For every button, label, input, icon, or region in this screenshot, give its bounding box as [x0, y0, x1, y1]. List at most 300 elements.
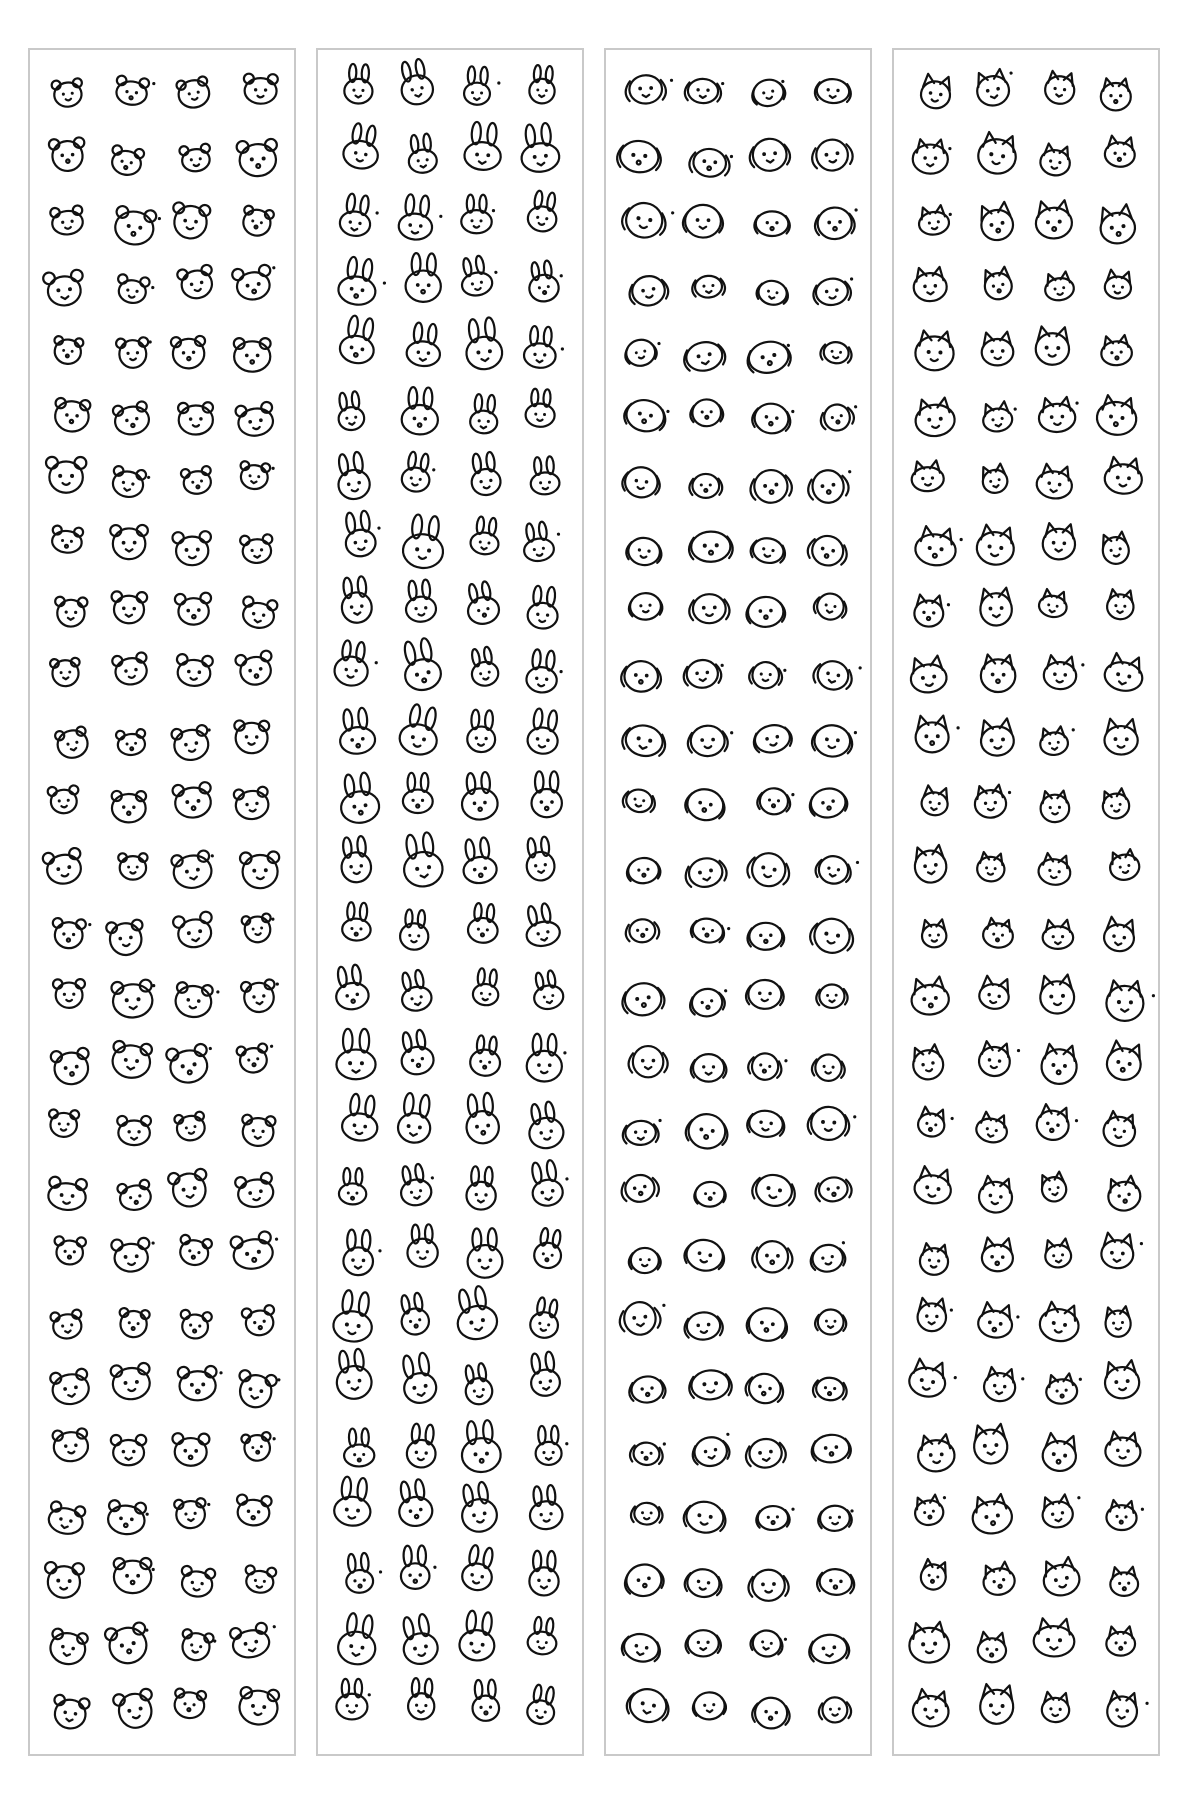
- cat-face-icon: [919, 1243, 950, 1276]
- cat-face-icon: [979, 718, 1015, 757]
- bunny-face-icon: [527, 1034, 567, 1082]
- bunny-face-icon: [344, 64, 373, 104]
- cat-face-icon: [919, 73, 953, 110]
- bunny-face-icon: [469, 394, 498, 434]
- puppy-face-icon: [621, 465, 662, 499]
- bear-face-icon: [230, 1229, 283, 1271]
- cat-face-icon: [1104, 456, 1144, 495]
- bear-face-icon: [233, 786, 270, 821]
- bunny-face-icon: [531, 771, 561, 817]
- bunny-face-icon: [527, 1351, 561, 1398]
- bear-face-icon: [50, 205, 85, 236]
- bunny-face-icon: [337, 707, 377, 756]
- bunny-face-icon: [398, 636, 444, 693]
- bunny-face-icon: [463, 316, 504, 370]
- bear-face-icon: [54, 726, 90, 761]
- cat-face-icon: [910, 1043, 945, 1081]
- puppy-face-icon: [818, 1697, 851, 1724]
- puppy-face-icon: [814, 853, 860, 887]
- bear-face-icon: [112, 652, 150, 687]
- cat-face-icon: [970, 1493, 1014, 1536]
- puppy-face-icon: [750, 1171, 798, 1209]
- cat-face-icon: [916, 1106, 955, 1140]
- bunny-face-icon: [529, 1551, 559, 1596]
- bunny-face-icon: [397, 968, 434, 1013]
- bear-face-icon: [114, 1558, 155, 1593]
- bear-face-icon: [107, 1500, 150, 1536]
- cat-face-icon: [1100, 1232, 1143, 1270]
- puppy-face-icon: [747, 1051, 789, 1083]
- cat-face-icon: [1104, 719, 1138, 755]
- bunny-face-icon: [336, 1029, 375, 1080]
- bear-face-icon: [51, 525, 84, 554]
- bear-face-icon: [179, 143, 212, 173]
- puppy-face-icon: [746, 596, 786, 628]
- bear-face-icon: [117, 1116, 151, 1145]
- cat-face-icon: [1039, 974, 1075, 1014]
- bear-face-icon: [117, 1308, 150, 1339]
- cat-face-icon: [1044, 70, 1077, 105]
- puppy-face-icon: [682, 658, 725, 689]
- cat-face-icon: [1039, 1171, 1069, 1204]
- bunny-face-icon: [405, 253, 441, 302]
- cat-face-icon: [1105, 1175, 1142, 1213]
- puppy-face-icon: [749, 535, 788, 565]
- cat-face-icon: [1104, 1306, 1131, 1338]
- bear-face-icon: [234, 1172, 276, 1210]
- puppy-face-icon: [811, 657, 862, 694]
- cat-stickers: [894, 50, 1158, 1754]
- puppy-face-icon: [811, 724, 858, 759]
- bear-face-icon: [51, 1694, 90, 1731]
- bear-face-icon: [174, 1498, 212, 1530]
- bunny-face-icon: [468, 451, 502, 497]
- puppy-face-icon: [745, 1305, 790, 1343]
- puppy-face-icon: [744, 1437, 787, 1470]
- bunny-face-icon: [398, 1351, 438, 1405]
- cat-face-icon: [982, 266, 1014, 301]
- cat-face-icon: [914, 397, 956, 438]
- bunny-face-icon: [469, 1035, 502, 1077]
- bunny-face-icon: [336, 1679, 370, 1720]
- bunny-face-icon: [344, 1552, 383, 1594]
- puppy-face-icon: [685, 1630, 720, 1656]
- cat-face-icon: [1104, 269, 1133, 300]
- bunny-face-icon: [332, 1289, 377, 1344]
- cat-face-icon: [1034, 1103, 1080, 1144]
- puppy-face-icon: [683, 786, 728, 824]
- cat-face-icon: [913, 139, 952, 174]
- bear-face-icon: [172, 911, 216, 950]
- bunny-face-icon: [396, 1092, 434, 1144]
- puppy-face-icon: [683, 1567, 723, 1599]
- bear-face-icon: [165, 1042, 216, 1085]
- bear-face-icon: [235, 401, 276, 438]
- bunny-face-icon: [528, 1296, 562, 1340]
- cat-face-icon: [1038, 725, 1077, 757]
- bunny-face-icon: [337, 771, 381, 825]
- puppy-face-icon: [749, 1628, 788, 1659]
- sticker-sheet-bunnies: [316, 48, 584, 1756]
- bunny-face-icon: [530, 969, 566, 1011]
- puppy-face-icon: [620, 981, 666, 1018]
- puppy-face-icon: [814, 1175, 853, 1203]
- bear-face-icon: [112, 791, 147, 823]
- cat-face-icon: [1095, 394, 1139, 437]
- bear-face-icon: [234, 1369, 281, 1411]
- cat-face-icon: [982, 917, 1015, 949]
- puppy-face-icon: [747, 923, 784, 950]
- puppy-face-icon: [624, 1685, 672, 1725]
- bunny-face-icon: [344, 1428, 375, 1467]
- cat-face-icon: [908, 655, 948, 694]
- bear-face-icon: [172, 531, 212, 566]
- puppy-face-icon: [750, 77, 789, 109]
- cat-face-icon: [1106, 1691, 1150, 1729]
- cat-face-icon: [911, 1688, 950, 1728]
- bunny-face-icon: [404, 579, 437, 623]
- bear-face-icon: [178, 1628, 217, 1663]
- cat-face-icon: [1043, 920, 1074, 949]
- bear-face-icon: [174, 982, 220, 1020]
- puppy-face-icon: [688, 1369, 733, 1401]
- bunny-face-icon: [518, 122, 560, 173]
- bunny-face-icon: [460, 771, 499, 820]
- bunny-face-icon: [400, 1545, 437, 1589]
- cat-face-icon: [915, 330, 955, 371]
- puppy-face-icon: [629, 1248, 661, 1274]
- bunny-face-icon: [472, 1679, 500, 1721]
- cat-face-icon: [1035, 200, 1073, 239]
- bear-face-icon: [110, 1363, 152, 1401]
- bunny-face-icon: [472, 968, 501, 1007]
- bear-face-icon: [111, 1435, 147, 1466]
- bear-face-icon: [238, 461, 275, 491]
- bear-face-icon: [235, 1494, 271, 1526]
- bear-face-icon: [178, 1366, 224, 1401]
- bear-face-icon: [176, 76, 212, 110]
- cat-face-icon: [974, 67, 1018, 108]
- bear-face-icon: [44, 1562, 84, 1599]
- bunny-face-icon: [463, 1092, 500, 1145]
- bunny-face-icon: [458, 1610, 498, 1662]
- bear-face-icon: [241, 1431, 278, 1462]
- bear-face-icon: [172, 1433, 210, 1466]
- cat-face-icon: [1043, 655, 1085, 691]
- bear-face-icon: [116, 729, 147, 756]
- bunny-face-icon: [401, 387, 439, 435]
- cat-face-icon: [909, 976, 950, 1017]
- bear-face-icon: [48, 1109, 79, 1137]
- bunny-face-icon: [396, 1162, 438, 1208]
- bunny-face-icon: [467, 646, 500, 688]
- bunny-face-icon: [400, 451, 437, 494]
- bear-face-icon: [117, 1179, 154, 1213]
- bunny-face-icon: [339, 835, 372, 883]
- bear-face-icon: [109, 145, 145, 177]
- bear-face-icon: [234, 338, 271, 372]
- cat-face-icon: [1104, 1040, 1144, 1083]
- puppy-face-icon: [631, 1502, 663, 1525]
- cat-face-icon: [980, 463, 1010, 495]
- puppy-face-icon: [618, 1299, 668, 1336]
- bunny-face-icon: [403, 773, 433, 813]
- bunny-face-icon: [525, 388, 556, 427]
- bunny-face-icon: [526, 708, 562, 756]
- bunny-face-icon: [521, 901, 562, 948]
- puppy-face-icon: [625, 74, 674, 104]
- puppy-face-icon: [689, 916, 731, 946]
- puppy-face-icon: [807, 1106, 857, 1141]
- puppy-face-icon: [683, 855, 729, 891]
- puppy-face-icon: [751, 1696, 791, 1730]
- bear-face-icon: [112, 1688, 157, 1731]
- bear-face-icon: [50, 1309, 84, 1340]
- bear-face-icon: [114, 75, 156, 107]
- puppy-face-icon: [748, 137, 791, 172]
- puppy-face-icon: [625, 536, 663, 567]
- bear-face-icon: [175, 654, 213, 687]
- cat-face-icon: [976, 1301, 1020, 1340]
- cat-face-icon: [977, 1175, 1015, 1215]
- bear-face-icon: [49, 137, 87, 172]
- bear-face-icon: [42, 847, 85, 887]
- puppy-face-icon: [620, 660, 662, 693]
- bunny-face-icon: [399, 909, 429, 950]
- bunny-face-icon: [343, 1229, 382, 1275]
- bear-face-icon: [47, 1176, 87, 1211]
- sticker-sheet-cats: [892, 48, 1160, 1756]
- cat-face-icon: [1101, 1110, 1138, 1149]
- cat-face-icon: [1040, 1556, 1082, 1599]
- bear-face-icon: [104, 1621, 154, 1667]
- puppy-face-icon: [620, 722, 668, 760]
- cat-face-icon: [981, 1237, 1013, 1271]
- cat-face-icon: [1040, 790, 1070, 822]
- cat-face-icon: [917, 1298, 953, 1332]
- puppy-face-icon: [692, 1691, 727, 1720]
- bunny-face-icon: [457, 1480, 500, 1534]
- bear-face-icon: [241, 1305, 277, 1338]
- bunny-face-icon: [337, 255, 389, 308]
- cat-face-icon: [977, 1041, 1020, 1079]
- bunny-face-icon: [397, 1292, 431, 1337]
- bear-face-icon: [240, 534, 274, 564]
- puppy-face-icon: [754, 211, 790, 236]
- puppy-face-icon: [748, 468, 793, 505]
- bear-face-icon: [178, 1309, 212, 1340]
- bunny-face-icon: [336, 1612, 380, 1667]
- bunny-face-icon: [342, 902, 372, 941]
- cat-face-icon: [913, 844, 949, 884]
- bunny-face-icon: [398, 194, 444, 242]
- puppy-face-icon: [690, 1432, 735, 1469]
- cat-face-icon: [979, 587, 1012, 626]
- bunny-face-icon: [532, 1227, 565, 1270]
- bunny-face-icon: [399, 831, 445, 889]
- cat-face-icon: [1038, 143, 1072, 178]
- bunny-face-icon: [528, 1158, 573, 1208]
- cat-face-icon: [976, 131, 1020, 177]
- bear-face-icon: [240, 205, 275, 238]
- bunny-face-icon: [529, 456, 560, 495]
- puppy-face-icon: [810, 137, 854, 173]
- puppy-face-icon: [623, 336, 664, 369]
- puppy-face-icon: [814, 78, 851, 104]
- bunny-face-icon: [341, 122, 382, 171]
- bunny-face-icon: [401, 513, 446, 570]
- bear-face-icon: [178, 402, 214, 435]
- cat-face-icon: [913, 1165, 954, 1206]
- cat-face-icon: [1106, 980, 1155, 1021]
- puppy-face-icon: [684, 1112, 730, 1151]
- puppy-face-icon: [746, 980, 784, 1010]
- puppy-face-icon: [755, 278, 790, 307]
- bear-face-icon: [170, 202, 210, 240]
- cat-face-icon: [1101, 78, 1131, 110]
- bunny-face-icon: [334, 451, 372, 501]
- bear-face-icon: [111, 979, 158, 1019]
- bunny-face-icon: [467, 902, 500, 943]
- cat-face-icon: [1041, 1432, 1079, 1473]
- puppy-face-icon: [688, 531, 733, 563]
- cat-face-icon: [1100, 788, 1131, 821]
- puppy-face-icon: [743, 1370, 786, 1406]
- bear-face-icon: [231, 263, 279, 302]
- puppy-face-icon: [688, 147, 733, 179]
- cat-face-icon: [1106, 1500, 1145, 1532]
- bear-stickers: [30, 50, 294, 1754]
- bunny-face-icon: [397, 1028, 436, 1077]
- bear-face-icon: [171, 724, 215, 762]
- bunny-face-icon: [397, 1612, 440, 1666]
- cat-face-icon: [976, 852, 1006, 883]
- bear-face-icon: [241, 979, 282, 1014]
- bear-face-icon: [106, 919, 146, 957]
- bunny-face-icon: [524, 836, 556, 882]
- bear-face-icon: [111, 1237, 156, 1272]
- cat-face-icon: [1035, 326, 1070, 365]
- puppy-face-icon: [818, 400, 861, 433]
- cat-face-icon: [921, 919, 946, 948]
- puppy-face-icon: [816, 1568, 855, 1596]
- bear-face-icon: [179, 1565, 216, 1598]
- puppy-face-icon: [816, 984, 848, 1008]
- bunny-face-icon: [527, 1616, 560, 1656]
- bear-face-icon: [110, 525, 148, 559]
- bunny-face-icon: [397, 702, 443, 758]
- bear-face-icon: [235, 650, 276, 688]
- bunny-face-icon: [461, 195, 495, 234]
- bunny-face-icon: [467, 709, 497, 752]
- bear-face-icon: [50, 658, 81, 688]
- puppy-face-icon: [681, 339, 727, 374]
- puppy-face-icon: [621, 787, 657, 815]
- cat-face-icon: [1102, 652, 1146, 694]
- bear-face-icon: [52, 1428, 89, 1463]
- bunny-face-icon: [460, 836, 499, 885]
- bear-face-icon: [241, 913, 277, 944]
- cat-face-icon: [1100, 335, 1133, 367]
- puppy-face-icon: [808, 1633, 851, 1665]
- bunny-face-icon: [467, 1228, 503, 1278]
- bear-face-icon: [234, 720, 269, 753]
- bunny-face-icon: [333, 1476, 373, 1527]
- bear-face-icon: [111, 591, 147, 624]
- puppy-face-icon: [751, 401, 795, 435]
- cat-face-icon: [1100, 531, 1131, 566]
- bear-face-icon: [240, 851, 281, 889]
- cat-face-icon: [979, 1684, 1014, 1725]
- cat-face-icon: [914, 594, 951, 627]
- bear-face-icon: [175, 592, 213, 625]
- bear-face-icon: [110, 1040, 152, 1079]
- bear-face-icon: [176, 1234, 212, 1267]
- puppy-face-icon: [689, 474, 722, 498]
- puppy-face-icon: [684, 78, 724, 104]
- bear-face-icon: [43, 269, 86, 307]
- cat-face-icon: [907, 1358, 959, 1402]
- puppy-face-icon: [746, 1109, 786, 1139]
- bear-face-icon: [229, 1620, 281, 1660]
- bear-face-icon: [238, 1687, 280, 1727]
- cat-face-icon: [980, 1560, 1017, 1597]
- bear-face-icon: [53, 1236, 86, 1265]
- puppy-face-icon: [690, 399, 723, 427]
- cat-face-icon: [1107, 848, 1141, 882]
- bunny-face-icon: [407, 1224, 438, 1267]
- bunny-face-icon: [523, 326, 565, 370]
- puppy-face-icon: [682, 1237, 727, 1274]
- bear-face-icon: [118, 853, 147, 879]
- puppy-face-icon: [812, 1376, 848, 1401]
- cat-face-icon: [1098, 204, 1137, 246]
- bunny-face-icon: [336, 391, 366, 432]
- bunny-face-icon: [406, 322, 443, 368]
- puppy-face-icon: [689, 594, 730, 624]
- bear-face-icon: [50, 1047, 92, 1086]
- bunny-face-icon: [520, 519, 563, 562]
- cat-face-icon: [912, 1493, 950, 1527]
- cat-face-icon: [917, 1434, 956, 1473]
- cat-face-icon: [913, 267, 948, 302]
- bunny-face-icon: [341, 1093, 382, 1143]
- cat-face-icon: [974, 784, 1013, 819]
- bear-face-icon: [243, 1565, 276, 1594]
- puppy-face-icon: [756, 1505, 796, 1530]
- bear-face-icon: [51, 78, 84, 108]
- cat-face-icon: [1102, 916, 1136, 953]
- bunny-face-icon: [464, 121, 503, 171]
- bear-face-icon: [171, 849, 219, 891]
- bear-face-icon: [236, 1042, 276, 1074]
- bear-face-icon: [112, 205, 162, 248]
- puppy-face-icon: [626, 857, 662, 885]
- bunny-face-icon: [526, 190, 560, 234]
- puppy-face-icon: [744, 338, 794, 377]
- bear-face-icon: [180, 466, 213, 496]
- bear-face-icon: [112, 401, 151, 437]
- bunny-face-icon: [333, 1348, 374, 1401]
- puppy-face-icon: [818, 1505, 855, 1532]
- cat-face-icon: [1103, 1360, 1140, 1400]
- cat-face-icon: [1105, 1431, 1142, 1467]
- puppy-face-icon: [625, 918, 661, 944]
- cat-face-icon: [1038, 396, 1080, 433]
- bear-face-icon: [53, 979, 85, 1008]
- bear-face-icon: [115, 274, 156, 306]
- bear-face-icon: [236, 139, 279, 178]
